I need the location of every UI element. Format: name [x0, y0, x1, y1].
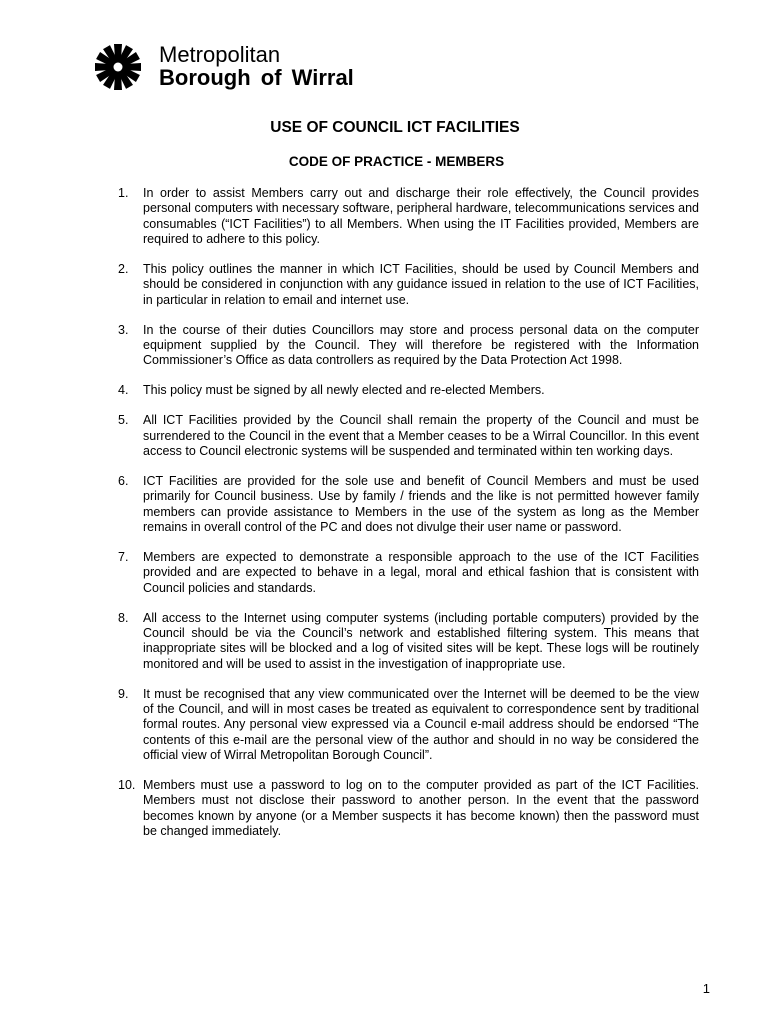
policy-item-number: 8.: [118, 610, 129, 625]
logo-text-metropolitan: Metropolitan: [159, 42, 281, 67]
policy-item: [118, 611, 699, 672]
policy-item-number: 6.: [118, 474, 129, 489]
policy-item: [118, 687, 699, 763]
policy-item-number: 1.: [118, 186, 129, 200]
logo-text-borough: Borough of Wirral: [159, 65, 354, 90]
policy-item-number: 5.: [118, 413, 129, 428]
policy-item-text: Members must use a password to log on to the computer provided as part of the ICT Facilities. Members must not disclose their password to another person. In the event that the password becomes known by anyone (or a Member suspects it has become known) then the password must be changed immediately.: [143, 778, 699, 838]
policy-item: [118, 323, 699, 369]
page-number: 1: [702, 981, 710, 996]
policy-item-number: 7.: [118, 550, 129, 565]
policy-item: [118, 262, 699, 308]
policy-item-text: In the course of their duties Councillors may store and process personal data on the computer equipment supplied by the Council. They will therefore be registered with the Information Commissioner’s Office as data controllers as required by the Data Protection Act 1998.: [143, 322, 699, 368]
policy-item: [118, 413, 699, 459]
policy-item: [118, 474, 699, 535]
policy-item-text: ICT Facilities are provided for the sole use and benefit of Council Members and must be used primarily for Council business. Use by family / friends and the like is not permitted however family members can provide assistance to Members in the use of the system as long as the Member remains in overall control of the PC and does not divulge their user name or password.: [143, 474, 699, 535]
policy-item-number: 9.: [118, 686, 129, 701]
policy-item-text: All access to the Internet using computer systems (including portable computers) provided by the Council should be via the Council’s network and established filtering system. This means that inappropriate sites will be blocked and a log of visited sites will be kept. These logs will be routinely monitored and will be used to assist in the investigation of inappropriate use.: [143, 610, 699, 671]
policy-item-text: It must be recognised that any view communicated over the Internet will be deemed to be the view of the Council, and will in most cases be treated as equivalent to correspondence sent by traditional formal routes. Any personal view expressed via a Council e-mail address should be endorsed “The contents of this e-mail are the personal view of the author and should in no way be considered the official view of Wirral Metropolitan Borough Council”.: [143, 686, 699, 762]
policy-item-text: In order to assist Members carry out and discharge their role effectively, the Council provides personal computers with necessary software, peripheral hardware, telecommunications services and consumables (“ICT Facilities”) to all Members. When using the IT Facilities provided, Members are required to adhere to this policy.: [143, 186, 699, 246]
policy-item-text: Members are expected to demonstrate a responsible approach to the use of the ICT Facilities provided and are expected to behave in a legal, moral and ethical fashion that is consistent with Council policies and standards.: [143, 550, 699, 595]
policy-item-number: 2.: [118, 261, 129, 276]
policy-item-text: This policy outlines the manner in which ICT Facilities, should be used by Council Members and should be considered in conjunction with any guidance issued in relation to the use of ICT Facilities, in particular in relation to email and internet use.: [143, 261, 699, 307]
document-title: USE OF COUNCIL ICT FACILITIES: [270, 119, 520, 136]
policy-item: [118, 186, 699, 247]
policy-item-text: This policy must be signed by all newly elected and re-elected Members.: [143, 383, 545, 398]
council-emblem-icon: [94, 43, 142, 91]
policy-item-text: All ICT Facilities provided by the Council shall remain the property of the Council and must be surrendered to the Council in the event that a Member ceases to be a Wirral Councillor. In this event access to Council electronic systems will be suspended and terminated within ten working days.: [143, 413, 699, 459]
policy-item: [118, 778, 699, 839]
policy-item: [118, 383, 699, 398]
policy-item-number: 3.: [118, 322, 129, 337]
policy-item: [118, 550, 699, 596]
council-logo: [94, 43, 394, 93]
policy-item-list: [118, 186, 699, 854]
policy-item-number: 4.: [118, 383, 129, 398]
policy-item-number: 10.: [118, 778, 136, 793]
document-subtitle: CODE OF PRACTICE - MEMBERS: [288, 154, 505, 169]
